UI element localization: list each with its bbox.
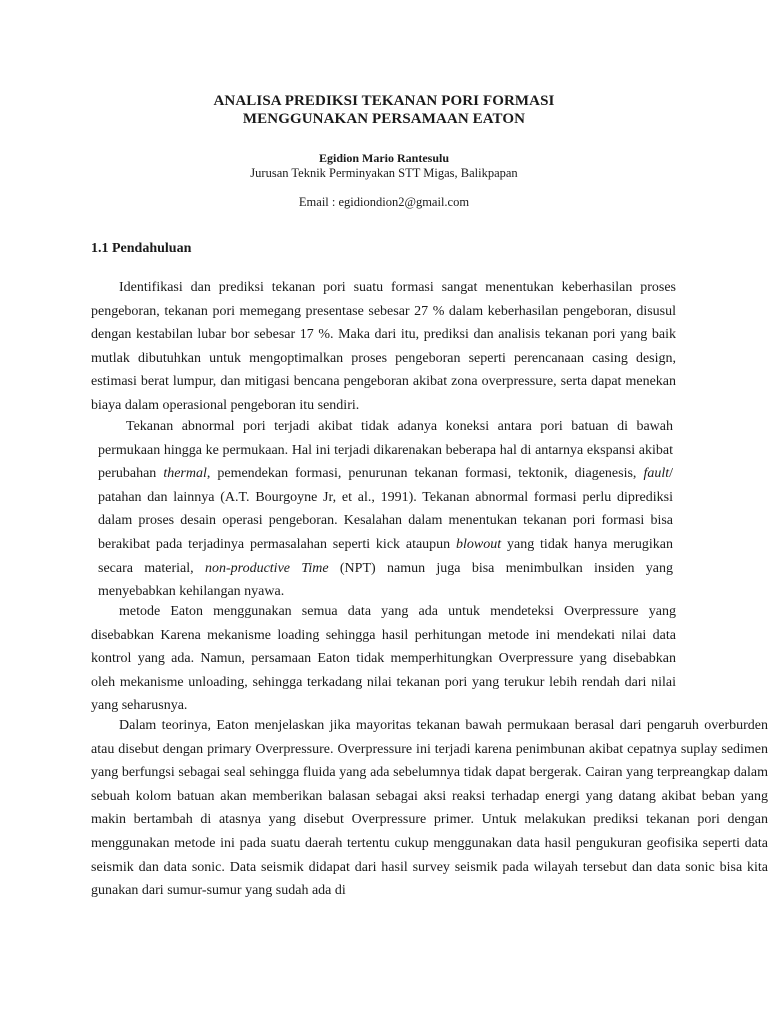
- author-name: Egidion Mario Rantesulu: [318, 151, 450, 165]
- title-line-2: MENGGUNAKAN PERSAMAAN EATON: [242, 111, 526, 127]
- paragraph-2-text-4: yang tidak hanya merugikan secara material,: [98, 536, 673, 576]
- paragraph-3: metode Eaton menggunakan semua data yang ada untuk mendeteksi Overpressure yang disebabkan Karena mekanisme loading sehingga hasil perhitungan metode ini mendekati nilai data kontrol yang ada. Namun, persamaan Eaton tidak memperhitungkan Overpressure yang disebabkan oleh mekanisme unloading, sehingga terkadang nilai tekanan pori yang terukur lebih rendah dari nilai yang seharusnya.: [91, 604, 676, 714]
- paragraph-4: Dalam teorinya, Eaton menjelaskan jika mayoritas tekanan bawah permukaan berasal dari pengaruh overburden atau disebut dengan primary Overpressure. Overpressure ini terjadi karena penimbunan akibat cepatnya suplay sedimen yang berfungsi sebagai seal sehingga fluida yang ada sebelumnya tidak dapat bergerak. Cairan yang terpreangkap dalam sebuah kolom batuan akan memberikan balasan sebagai aksi reaksi terhadap energi yang datang akibat beban yang makin bertambah di atasnya yang disebut Overpressure primer. Untuk melakukan prediksi tekanan pori dengan menggunakan metode ini pada suatu daerah tertentu cukup menggunakan data hasil pengukuran geofisika seperti data seismik dan data sonic. Data seismik didapat dari hasil survey seismik pada wilayah tersebut dan data sonic bisa kita gunakan dari sumur-sumur yang sudah ada di: [91, 718, 768, 899]
- paragraph-1: Identifikasi dan prediksi tekanan pori suatu formasi sangat menentukan keberhasilan proses pengeboran, tekanan pori memegang presentase sebesar 27 % dalam keberhasilan pengeboran, disusul dengan kestabilan lubar bor sebesar 17 %. Maka dari itu, prediksi dan analisis tekanan pori yang baik mutlak dibutuhkan untuk mengoptimalkan proses pengeboran seperti perencanaan casing design, estimasi berat lumpur, dan mitigasi bencana pengeboran akibat zona overpressure, serta dapat menekan biaya dalam operasional pengeboran itu sendiri.: [91, 280, 676, 413]
- title-line-1: ANALISA PREDIKSI TEKANAN PORI FORMASI: [213, 93, 555, 109]
- section-heading: 1.1 Pendahuluan: [91, 241, 192, 256]
- paragraph-2-text-5: (NPT) namun juga bisa menimbulkan insiden yang menyebabkan kehilangan nyawa.: [98, 560, 673, 600]
- author-email: Email : egidiondion2@gmail.com: [298, 195, 470, 209]
- paragraph-2-text-1: Tekanan abnormal pori terjadi akibat tidak adanya koneksi antara pori batuan di bawah permukaan hingga ke permukaan. Hal ini terjadi dikarenakan beberapa hal di antarnya ekspansi akibat perubahan: [98, 419, 673, 482]
- term-blowout: blowout: [456, 536, 502, 552]
- author-affiliation: Jurusan Teknik Perminyakan STT Migas, Balikpapan: [250, 166, 518, 180]
- paragraph-2-text-2: , pemendekan formasi, penurunan tekanan formasi, tektonik, diagenesis,: [206, 466, 644, 482]
- term-fault: fault: [643, 466, 670, 482]
- term-non-productive-time: non-productive Time: [204, 560, 329, 576]
- term-thermal: thermal: [163, 466, 207, 482]
- paragraph-2-text-3: / patahan dan lainnya (A.T. Bourgoyne Jr, et al., 1991). Tekanan abnormal formasi perlu diprediksi dalam proses desain operasi pengeboran. Kesalahan dalam menentukan tekanan pori formasi bisa berakibat pada terjadinya permasalahan seperti kick ataupun: [98, 466, 673, 552]
- paragraph-2: [98, 415, 673, 604]
- document-title: [0, 92, 768, 128]
